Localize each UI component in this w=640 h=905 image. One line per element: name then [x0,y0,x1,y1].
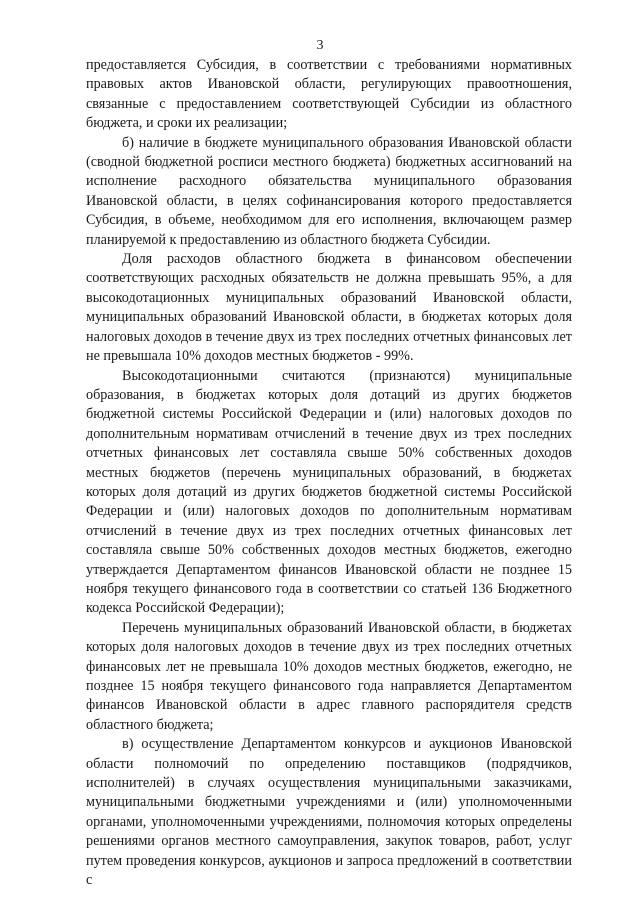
paragraph-municipalities-list: Перечень муниципальных образований Ивановской области, в бюджетах которых доля налоговых доходов в течение двух из трех последних отчетных финансовых лет не превышала 10% доходов местных бюджетов, ежегодно, не позднее 15 ноября текущего финансового года направляется Департаментом финансов Ивановской области в адрес главного распорядителя средств областного бюджета; [86,619,572,733]
paragraph-share-of-expenses: Доля расходов областного бюджета в финансовом обеспечении соответствующих расходных обязательств не должна превышать 95%, а для высокодотационных муниципальных образований Ивановской области, муниципальных образований Ивановской области, в бюджетах которых доля налоговых доходов в течение двух из трех последних отчетных финансовых лет не превышала 10% доходов местных бюджетов - 99%. [86,251,572,365]
paragraph-high-subsidy-definition: Высокодотационными считаются (признаются) муниципальные образования, в бюджетах которых доля дотаций из других бюджетов бюджетной системы Российской Федерации и (или) налоговых доходов по дополнительным нормативам отчислений в течение двух из трех последних отчетных финансовых лет составляла свыше 50% собственных доходов местных бюджетов (перечень муниципальных образований, в бюджетах которых доля дотаций из других бюджетов бюджетной системы Российской Федерации и (или) налоговых доходов по дополнительным нормативам отчислений в течение двух из трех последних отчетных финансовых лет составляла свыше 50% собственных доходов местных бюджетов, ежегодно утверждается Департаментом финансов Ивановской области не позднее 15 ноября текущего финансового года в соответствии со статьей 136 Бюджетного кодекса Российской Федерации); [86,367,572,617]
paragraph-item-v: в) осуществление Департаментом конкурсов и аукционов Ивановской области полномочий по определению поставщиков (подрядчиков, исполнителей) в случаях осуществления муниципальными заказчиками, муниципальными бюджетными учреждениями и (или) уполномоченными органами, уполномоченными учреждениями, полномочия которых определены решениями органов местного самоуправления, закупок товаров, работ, услуг путем проведения конкурсов, аукционов и запроса предложений в соответствии с [86,736,572,889]
paragraph-item-b: б) наличие в бюджете муниципального образования Ивановской области (сводной бюджетной росписи местного бюджета) бюджетных ассигнований на исполнение расходного обязательства муниципального образования Ивановской области, в целях софинансирования которого предоставляется Субсидия, в объеме, необходимом для его исполнения, включающем размер планируемой к предоставлению из областного бюджета Субсидии. [86,134,572,248]
paragraph-continuation: предоставляется Субсидия, в соответствии с требованиями нормативных правовых актов Ивановской области, регулирующих правоотношения, связанные с предоставлением соответствующей Субсидии из областного бюджета, и сроки их реализации; [86,57,572,132]
document-body [86,56,572,890]
page-number: 3 [316,38,324,53]
